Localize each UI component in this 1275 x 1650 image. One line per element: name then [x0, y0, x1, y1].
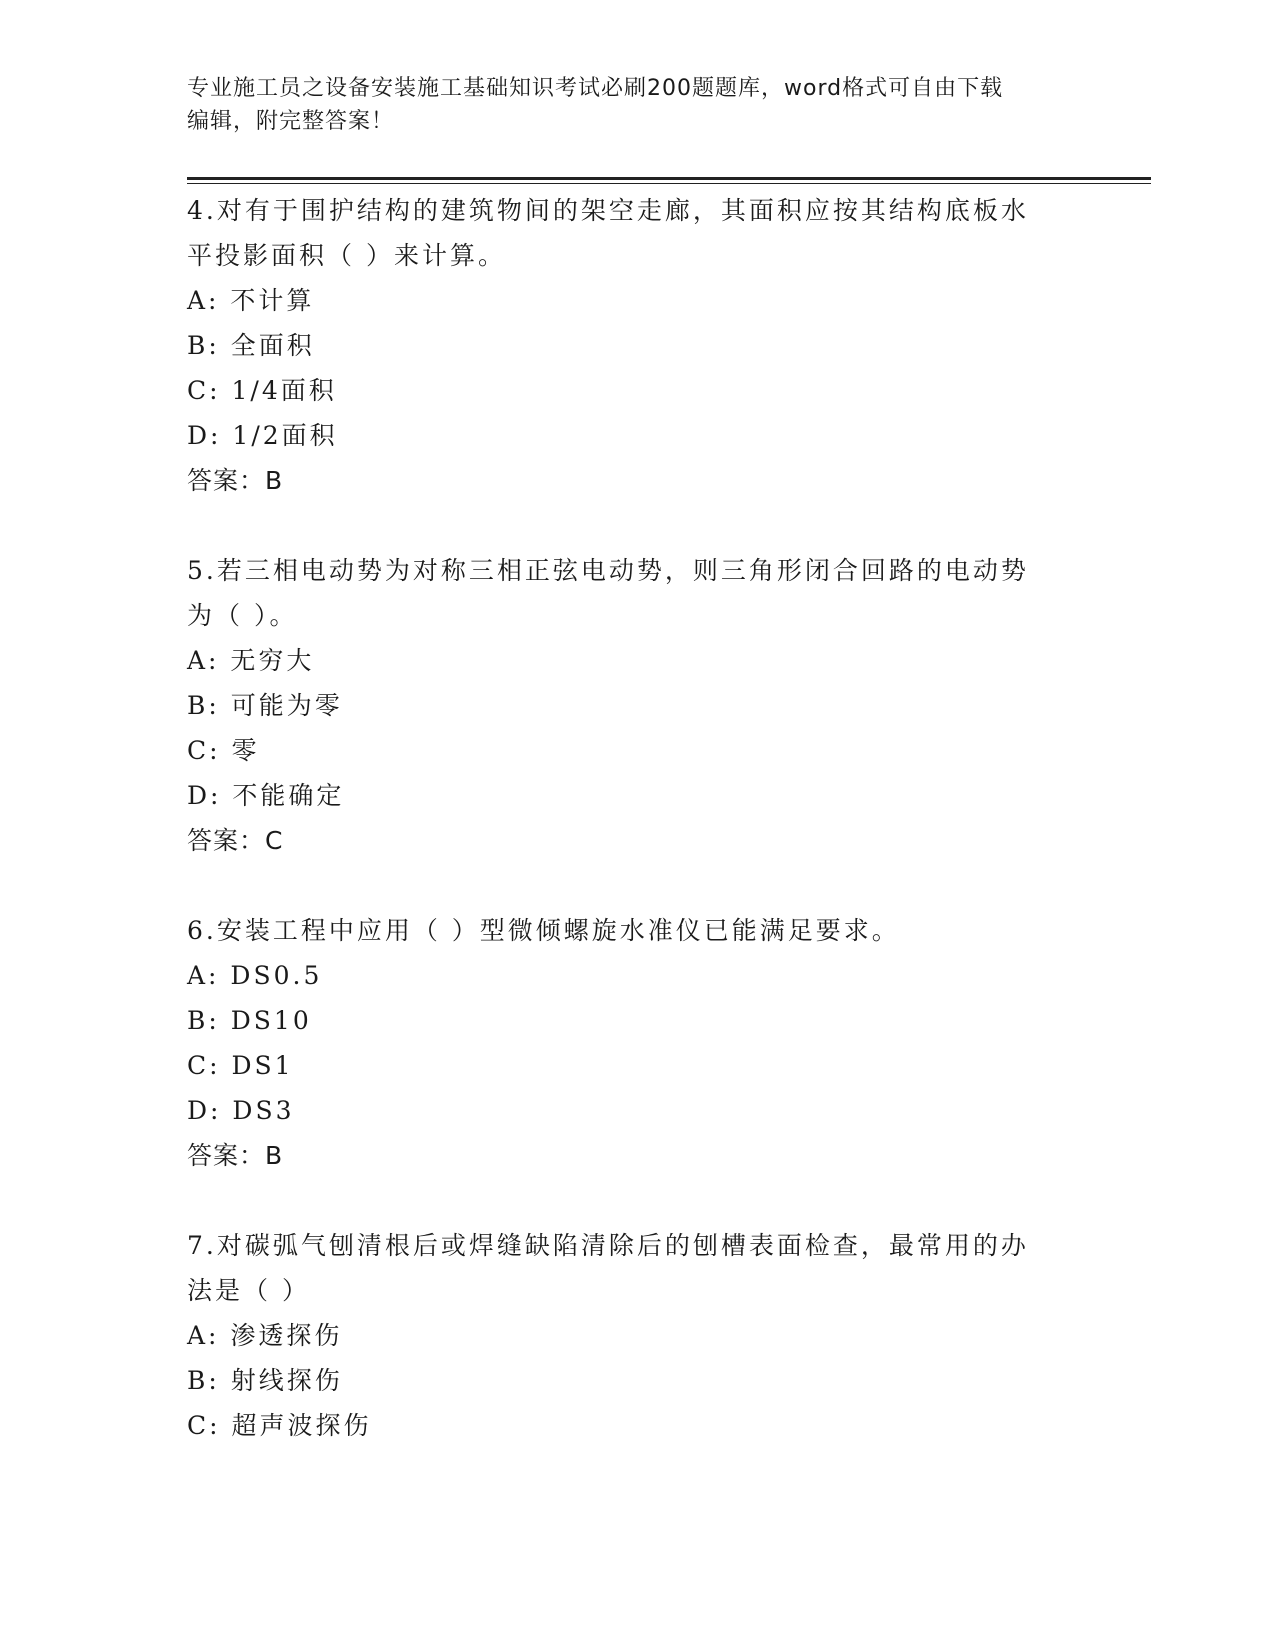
answer: 答案：C	[187, 826, 284, 855]
header-line-1: 专业施工员之设备安装施工基础知识考试必刷200题题库，word格式可自由下载	[187, 76, 1004, 101]
question-stem-line: 6.安装工程中应用（ ）型微倾螺旋水准仪已能满足要求。	[187, 916, 900, 945]
question-stem-line: 平投影面积（ ）来计算。	[187, 241, 506, 270]
option-a: A: DS0.5	[187, 961, 323, 990]
option-d: D: 不能确定	[187, 781, 345, 810]
question-list	[187, 188, 1087, 1493]
header-divider-thick	[187, 177, 1151, 180]
option-c: C: DS1	[187, 1051, 294, 1080]
option-b: B: DS10	[187, 1006, 312, 1035]
option-d: D: 1/2面积	[187, 421, 338, 450]
question-stem-line: 4.对有于围护结构的建筑物间的架空走廊，其面积应按其结构底板水	[187, 196, 1029, 225]
question-stem-line: 为（ ）。	[187, 601, 298, 630]
question-stem-line: 法是（ ）	[187, 1276, 310, 1305]
option-d: D: DS3	[187, 1096, 295, 1125]
option-b: B: 射线探伤	[187, 1366, 343, 1395]
answer: 答案：B	[187, 466, 284, 495]
question-7	[187, 1223, 1087, 1448]
option-c: C: 零	[187, 736, 260, 765]
document-header	[187, 72, 1067, 138]
question-stem-line: 7.对碳弧气刨清根后或焊缝缺陷清除后的刨槽表面检查，最常用的办	[187, 1231, 1029, 1260]
question-5	[187, 548, 1087, 863]
header-line-2: 编辑，附完整答案！	[187, 109, 395, 134]
question-6	[187, 908, 1087, 1178]
header-divider-thin	[187, 183, 1151, 184]
option-b: B: 可能为零	[187, 691, 343, 720]
question-stem-line: 5.若三相电动势为对称三相正弦电动势，则三角形闭合回路的电动势	[187, 556, 1029, 585]
answer: 答案：B	[187, 1141, 284, 1170]
option-a: A: 渗透探伤	[187, 1321, 343, 1350]
option-c: C: 超声波探伤	[187, 1411, 372, 1440]
option-b: B: 全面积	[187, 331, 315, 360]
question-4	[187, 188, 1087, 503]
option-a: A: 无穷大	[187, 646, 315, 675]
option-a: A: 不计算	[187, 286, 315, 315]
option-c: C: 1/4面积	[187, 376, 337, 405]
